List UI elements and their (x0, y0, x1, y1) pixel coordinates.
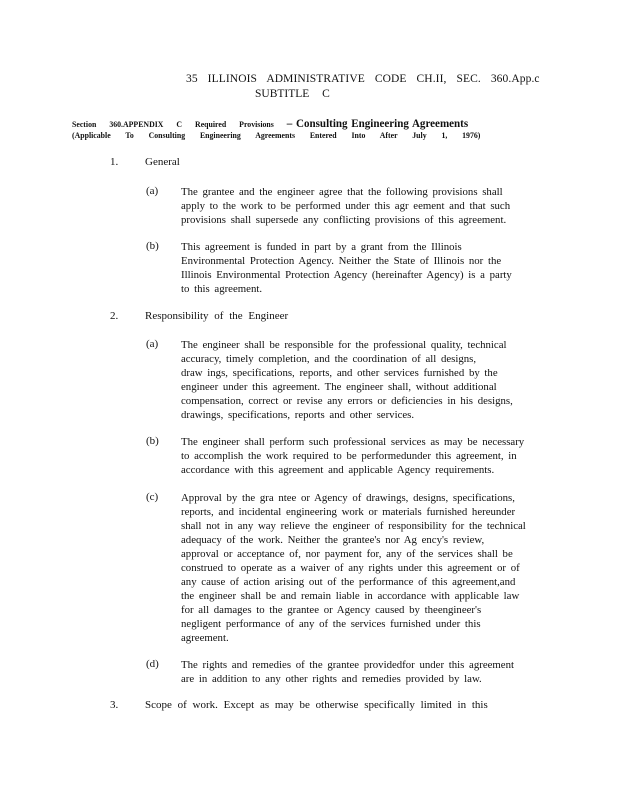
sub-label: (a) (146, 185, 159, 197)
paragraph-line: The engineer shall be responsible for the professional quality, technical (181, 339, 507, 351)
paragraph-line: accuracy, timely completion, and the coordination of all designs, (181, 353, 477, 365)
paragraph-line: negligent performance of any of the services furnished under this (181, 618, 481, 630)
sub-label: (c) (146, 491, 159, 503)
item-heading: Scope of work. Except as may be otherwise specifically limited in this (145, 699, 488, 711)
paragraph-line: provisions shall supersede any conflicting provisions of this agreement. (181, 214, 507, 226)
item-number: 1. (110, 156, 119, 168)
paragraph-line: the engineer shall be and remain liable in accordance with applicable law (181, 590, 520, 602)
paragraph (181, 491, 541, 645)
paragraph-line: accordance with this agreement and applicable Agency requirements. (181, 464, 495, 476)
page-header-subtitle: SUBTITLE C (255, 88, 330, 100)
page-header-code: 35 ILLINOIS ADMINISTRATIVE CODE CH.II, SEC. 360.App.c (186, 73, 540, 85)
item-number: 2. (110, 310, 119, 322)
paragraph-line: approval or acceptance of, nor payment for, any of the services shall be (181, 548, 513, 560)
paragraph-line: Environmental Protection Agency. Neither the State of Illinois nor the (181, 255, 502, 267)
item-heading: General (145, 156, 180, 168)
section-title-label: Section 360.APPENDIX C Required Provisions (72, 119, 274, 129)
paragraph-line: adequacy of the work. Neither the grantee's nor Ag ency's review, (181, 534, 485, 546)
paragraph-line: to this agreement. (181, 283, 263, 295)
paragraph-line: Illinois Environmental Protection Agency (hereinafter Agency) is a party (181, 269, 512, 281)
paragraph (181, 185, 541, 227)
item-number: 3. (110, 699, 119, 711)
paragraph-line: draw ings, specifications, reports, and other services furnished by the (181, 367, 498, 379)
sub-label: (b) (146, 240, 159, 252)
paragraph-line: engineer under this agreement. The engineer shall, without additional (181, 381, 497, 393)
paragraph (181, 435, 541, 477)
paragraph-line: reports, and incidental engineering work or materials furnished hereunder (181, 506, 516, 518)
sub-label: (a) (146, 338, 159, 350)
paragraph-line: shall not in any way relieve the engineer of responsibility for the technical (181, 520, 526, 532)
paragraph-line: The engineer shall perform such professional services as may be necessary (181, 436, 525, 448)
paragraph-line: The rights and remedies of the grantee providedfor under this agreement (181, 659, 514, 671)
sub-label: (d) (146, 658, 159, 670)
paragraph-line: Approval by the gra ntee or Agency of drawings, designs, specifications, (181, 492, 515, 504)
paragraph-line: any cause of action arising out of the performance of this agreement,and (181, 576, 516, 588)
paragraph-line: for all damages to the grantee or Agency caused by theengineer's (181, 604, 482, 616)
paragraph-line: The grantee and the engineer agree that the following provisions shall (181, 186, 503, 198)
paragraph (181, 658, 541, 686)
section-title (72, 116, 468, 131)
sub-label: (b) (146, 435, 159, 447)
item-heading: Responsibility of the Engineer (145, 310, 289, 322)
paragraph (181, 240, 541, 296)
paragraph-line: agreement. (181, 632, 229, 644)
paragraph-line: construed to operate as a waiver of any rights under this agreement or of (181, 562, 520, 574)
paragraph-line: drawings, specifications, reports and other services. (181, 409, 415, 421)
paragraph-line: This agreement is funded in part by a grant from the Illinois (181, 241, 462, 253)
paragraph-line: compensation, correct or revise any errors or deficiencies in his designs, (181, 395, 513, 407)
paragraph-line: apply to the work to be performed under this agr eement and that such (181, 200, 511, 212)
paragraph (181, 338, 541, 422)
section-title-heading: – Consulting Engineering Agreements (286, 116, 469, 130)
paragraph-line: are in addition to any other rights and remedies provided by law. (181, 673, 482, 685)
section-applicability: (Applicable To Consulting Engineering Agreements Entered Into After July 1, 1976) (72, 130, 481, 140)
paragraph-line: to accomplish the work required to be performedunder this agreement, in (181, 450, 517, 462)
